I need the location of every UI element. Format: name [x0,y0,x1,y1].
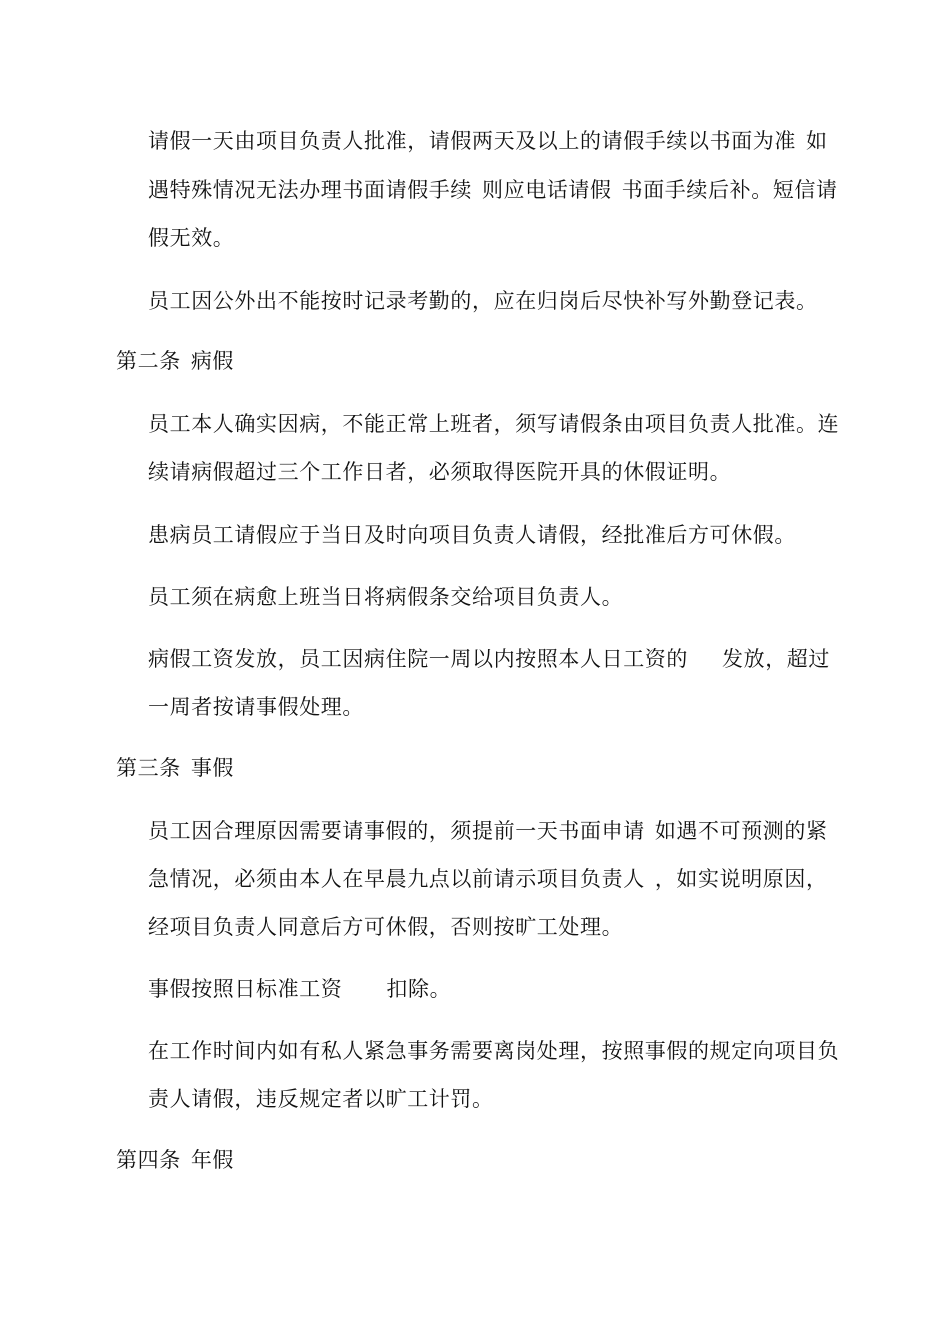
text-span: 遇特殊情况无法办理书面请假手续 [148,178,472,202]
paragraph-line [148,287,818,315]
heading-title: 年假 [190,1148,235,1172]
paragraph-line [148,913,623,941]
text-span: 假无效。 [148,226,235,250]
text-span: 员工因合理原因需要请事假的，须提前一天书面申请 [148,819,645,843]
text-span: 责人请假，违反规定者以旷工计罚。 [148,1087,494,1111]
paragraph-line [148,1085,494,1113]
article-heading [116,1146,234,1174]
heading-number: 第四条 [116,1148,181,1172]
article-heading [116,347,234,375]
text-span: 病假工资发放，员工因病住院一周以内按照本人日工资的 [148,647,688,671]
text-span: ，如实说明原因， [654,867,828,891]
paragraph-line [148,458,731,486]
heading-number: 第三条 [116,756,181,780]
article-heading [116,754,234,782]
paragraph-line [148,865,828,893]
text-span: 一周者按请事假处理。 [148,695,364,719]
text-span: 患病员工请假应于当日及时向项目负责人请假，经批准后方可休假。 [148,523,796,547]
heading-title: 事假 [190,756,235,780]
paragraph-line [148,693,364,721]
paragraph-line [148,521,796,549]
text-span: 急情况，必须由本人在早晨九点以前请示项目负责人 [148,867,645,891]
heading-number: 第二条 [116,349,181,373]
text-span: 员工因公外出不能按时记录考勤的，应在归岗后尽快补写外勤登记表。 [148,289,818,313]
text-span: 员工须在病愈上班当日将病假条交给项目负责人。 [148,585,624,609]
text-span: 续请病假超过三个工作日者，必须取得医院开具的休假证明。 [148,460,732,484]
text-span: 员工本人确实因病，不能正常上班者，须写请假条由项目负责人批准。连 [148,412,840,436]
paragraph-line [148,817,828,845]
paragraph-line [148,645,830,673]
paragraph-line [148,975,451,1003]
text-span: 在工作时间内如有私人紧急事务需要离岗处理，按照事假的规定向项目负 [148,1039,840,1063]
paragraph-line [148,224,234,252]
text-span: 如 [806,129,828,153]
paragraph-line [148,583,623,611]
paragraph-line [148,410,839,438]
text-span: 请假一天由项目负责人批准，请假两天及以上的请假手续以书面为准 [148,129,796,153]
text-span: 则应电话请假 [482,178,612,202]
paragraph-line [148,176,838,204]
text-span: 如遇不可预测的紧 [654,819,828,843]
text-span: 扣除。 [386,977,452,1001]
text-span: 经项目负责人同意后方可休假，否则按旷工处理。 [148,915,624,939]
heading-title: 病假 [190,349,235,373]
text-span: 书面手续后补。短信请 [621,178,838,202]
text-span: 发放，超过 [722,647,830,671]
paragraph-line [148,127,828,155]
text-span: 事假按照日标准工资 [148,977,343,1001]
paragraph-line [148,1037,839,1065]
